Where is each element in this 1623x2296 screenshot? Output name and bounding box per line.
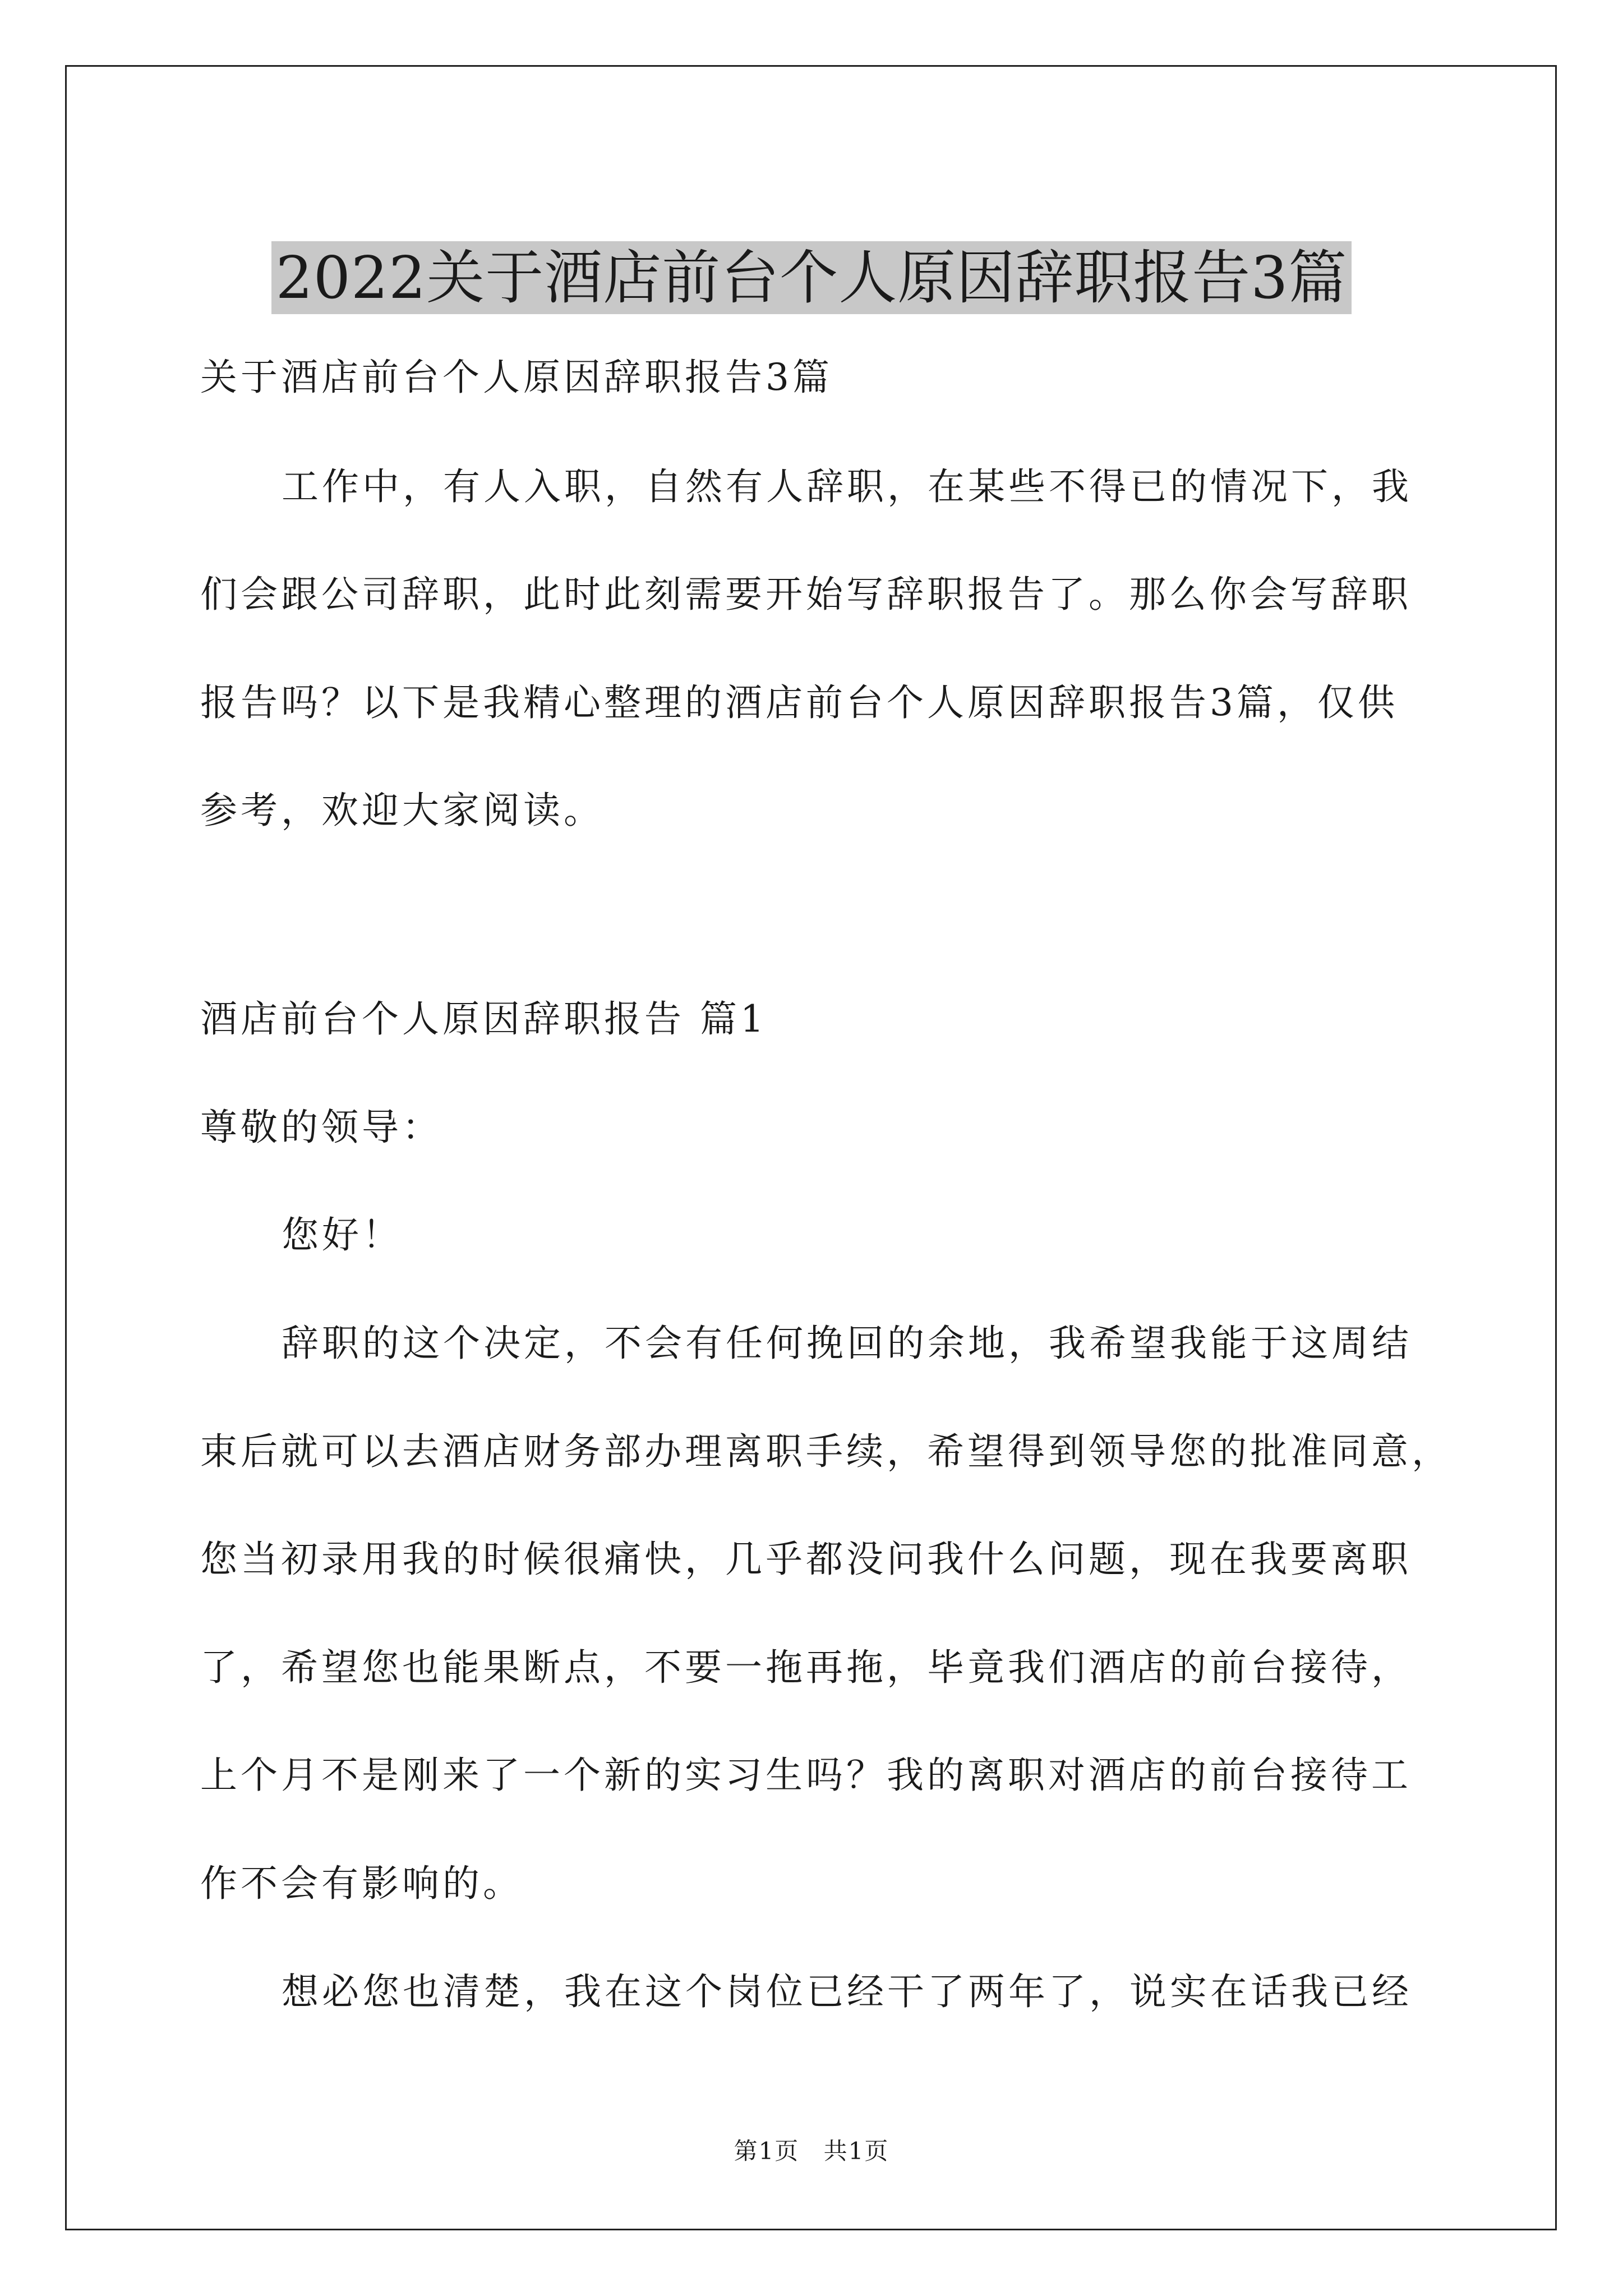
- section-heading: 酒店前台个人原因辞职报告 篇1: [200, 997, 767, 1041]
- body-line-5: 上个月不是刚来了一个新的实习生吗？我的离职对酒店的前台接待工: [200, 1754, 1412, 1797]
- body-line-3: 您当初录用我的时候很痛快，几乎都没问我什么问题，现在我要离职: [200, 1538, 1412, 1581]
- body-line-6: 作不会有影响的。: [200, 1862, 523, 1905]
- document-title: 2022关于酒店前台个人原因辞职报告3篇: [271, 241, 1352, 314]
- body-line-1: 辞职的这个决定，不会有任何挽回的余地，我希望我能于这周结: [282, 1322, 1412, 1365]
- intro-line-3: 报告吗？以下是我精心整理的酒店前台个人原因辞职报告3篇，仅供: [200, 681, 1398, 724]
- page-number-current: 第1页: [734, 2137, 800, 2165]
- body-line-4: 了，希望您也能果断点，不要一拖再拖，毕竟我们酒店的前台接待，: [200, 1646, 1412, 1689]
- page-footer: [0, 2134, 1623, 2168]
- intro-line-1: 工作中，有人入职，自然有人辞职，在某些不得已的情况下，我: [282, 465, 1412, 508]
- greeting: 您好！: [282, 1213, 403, 1257]
- body-line-2: 束后就可以去酒店财务部办理离职手续，希望得到领导您的批准同意，: [200, 1430, 1452, 1473]
- document-subtitle: 关于酒店前台个人原因辞职报告3篇: [200, 356, 833, 399]
- intro-line-2: 们会跟公司辞职，此时此刻需要开始写辞职报告了。那么你会写辞职: [200, 573, 1412, 616]
- page-number-total: 共1页: [823, 2137, 889, 2165]
- salutation: 尊敬的领导：: [200, 1106, 442, 1149]
- body-line-7: 想必您也清楚，我在这个岗位已经干了两年了，说实在话我已经: [282, 1970, 1412, 2013]
- intro-line-4: 参考，欢迎大家阅读。: [200, 789, 604, 832]
- title-container: [0, 202, 1623, 353]
